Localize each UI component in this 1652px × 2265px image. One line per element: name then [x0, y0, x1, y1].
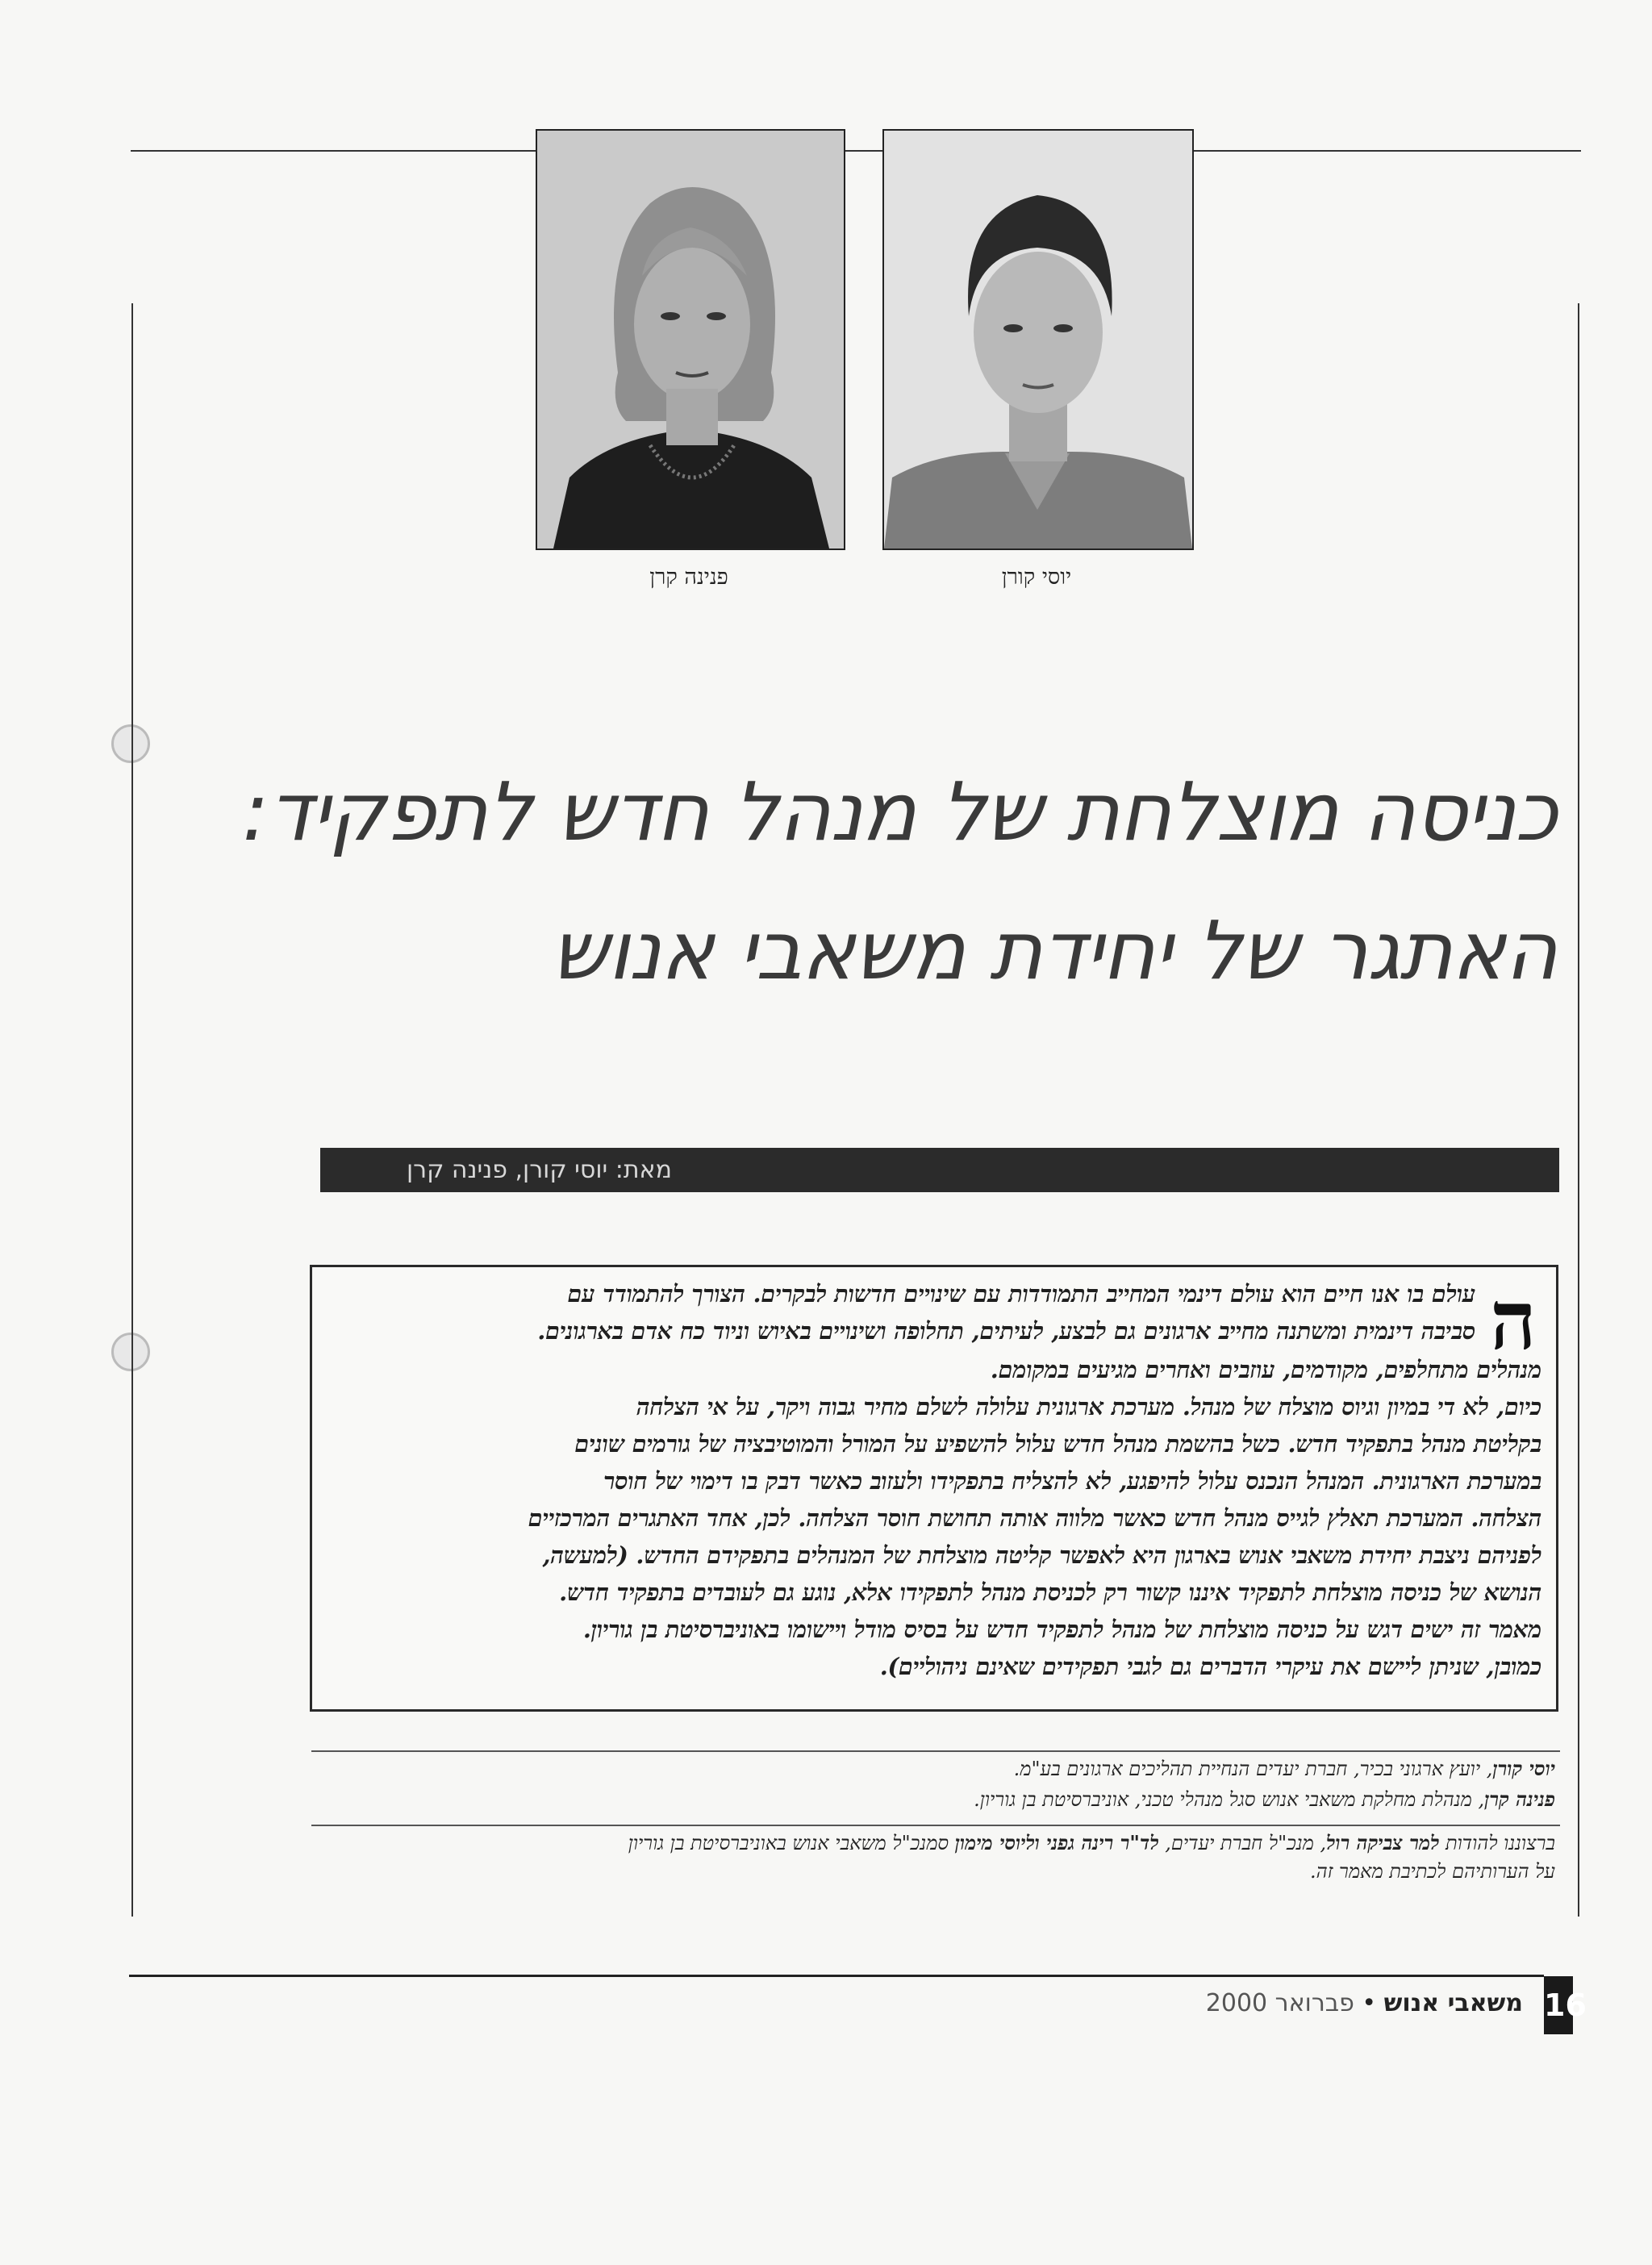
- footer-bullet: •: [1362, 1989, 1377, 2017]
- footnote-author2: [974, 1787, 1555, 1812]
- abstract-line: הנושא של כניסה מוצלחת לתפקיד איננו קשור רק לכניסת מנהל לתפקידו אלא, נוגע גם לעובדים בתפקיד חדש.: [559, 1579, 1541, 1606]
- abstract-line: בקליטת מנהל בתפקיד חדש. כשל בהשמת מנהל חדש עלול להשפיע על המורל והמוטיבציה של גורמים שונים: [574, 1430, 1541, 1458]
- footnote-rule-mid: [311, 1825, 1560, 1826]
- author-photo-yossi: [882, 129, 1194, 550]
- page-number: 16: [1544, 1976, 1573, 2034]
- footnote-thanks-line1: [628, 1831, 1555, 1855]
- abstract-line: סביבה דינמית ומשתנה מחייב ארגונים גם לבצע, לעיתים, תחלופה ושינויים באיוש וניוד כח אדם בארגונים.: [537, 1317, 1475, 1345]
- binder-ring: [111, 1333, 150, 1371]
- footnote-author1: [1014, 1757, 1555, 1781]
- footnote-author1-name: יוסי קורן: [1492, 1757, 1555, 1780]
- top-rule-right: [1192, 150, 1581, 152]
- footnote-author1-desc: , יועץ ארגוני בכיר, חברת יעדים הנחיית תהליכים ארגונים בע"מ.: [1013, 1758, 1493, 1780]
- abstract-line: הצלחה. המערכת תאלץ לגייס מנהל חדש כאשר מלווה אותה תחושת חוסר הצלחה. לכן, אחד האתגרים המרכזיים: [528, 1504, 1541, 1532]
- top-rule-middle: [844, 150, 882, 152]
- left-margin-rule: [131, 303, 133, 1917]
- abstract-line: לפניהם ניצבת יחידת משאבי אנוש בארגון היא לאפשר קליטה מוצלחת של המנהלים בתפקידם החדש. (למעשה,: [542, 1541, 1541, 1569]
- thanks-name1: למר צביקה רול: [1326, 1831, 1440, 1854]
- right-margin-rule: [1578, 303, 1579, 1917]
- footer-magazine: משאבי אנוש: [1383, 1989, 1523, 2017]
- drop-cap: ה: [1490, 1273, 1537, 1368]
- thanks-name2: לד"ר רינה גפני וליוסי מימון: [954, 1831, 1159, 1854]
- byline-text: מאת: יוסי קורן, פנינה קרן: [406, 1156, 672, 1184]
- abstract-line: במערכת הארגונית. המנהל הנכנס עלול להיפגע, לא להצליח בתפקידו ולעזוב כאשר דבק בו דימוי של חוסר: [603, 1467, 1541, 1495]
- footnote-thanks-line2: על הערותיהם לכתיבת מאמר זה.: [1310, 1860, 1555, 1883]
- article-title-line1: כניסה מוצלחת של מנהל חדש לתפקיד:: [241, 765, 1557, 859]
- top-rule-left: [131, 150, 537, 152]
- footnote-rule-top: [311, 1750, 1560, 1752]
- photo-caption-pnina: פנינה קרן: [649, 565, 728, 590]
- binder-ring: [111, 724, 150, 763]
- byline-bar: [320, 1148, 1559, 1192]
- footer-date: פברואר 2000: [1205, 1989, 1354, 2017]
- thanks-mid1: , מנכ"ל חברת יעדים,: [1158, 1832, 1327, 1854]
- abstract-box: [310, 1265, 1558, 1712]
- footer-text: [1206, 1989, 1523, 2017]
- article-title-line2: האתגר של יחידת משאבי אנוש: [551, 903, 1557, 998]
- footnote-author2-desc: , מנהלת מחלקת משאבי אנוש סגל מנהלי טכני, אוניברסיטת בן גוריון.: [974, 1788, 1485, 1811]
- abstract-line: מאמר זה ישים דגש על כניסה מוצלחת של מנהל לתפקיד חדש על בסיס מודל ויישומו באוניברסיטת בן גוריון.: [582, 1616, 1541, 1643]
- author-photo-pnina: [536, 129, 845, 550]
- abstract-line: עולם בו אנו חיים הוא עולם דינמי המחייב התמודדות עם שינויים חדשות לבקרים. הצורך להתמודד עם: [567, 1280, 1475, 1308]
- abstract-line: כמובן, שניתן ליישם את עיקרי הדברים גם לגבי תפקידים שאינם ניהוליים).: [879, 1653, 1541, 1680]
- footnote-author2-name: פנינה קרן: [1484, 1787, 1555, 1811]
- thanks-mid2: סמנכ"ל משאבי אנוש באוניברסיטת בן גוריון: [628, 1832, 955, 1854]
- abstract-line: כיום, לא די במיון וגיוס מוצלח של מנהל. מערכת ארגונית עלולה לשלם מחיר גבוה ויקר, על אי הצלחה: [636, 1393, 1541, 1420]
- footer-rule: [129, 1975, 1544, 1977]
- photo-caption-yossi: יוסי קורן: [1001, 565, 1072, 590]
- thanks-intro: ברצוננו להודות: [1439, 1832, 1555, 1854]
- abstract-line: מנהלים מתחלפים, מקודמים, עוזבים ואחרים מגיעים במקומם.: [990, 1356, 1541, 1383]
